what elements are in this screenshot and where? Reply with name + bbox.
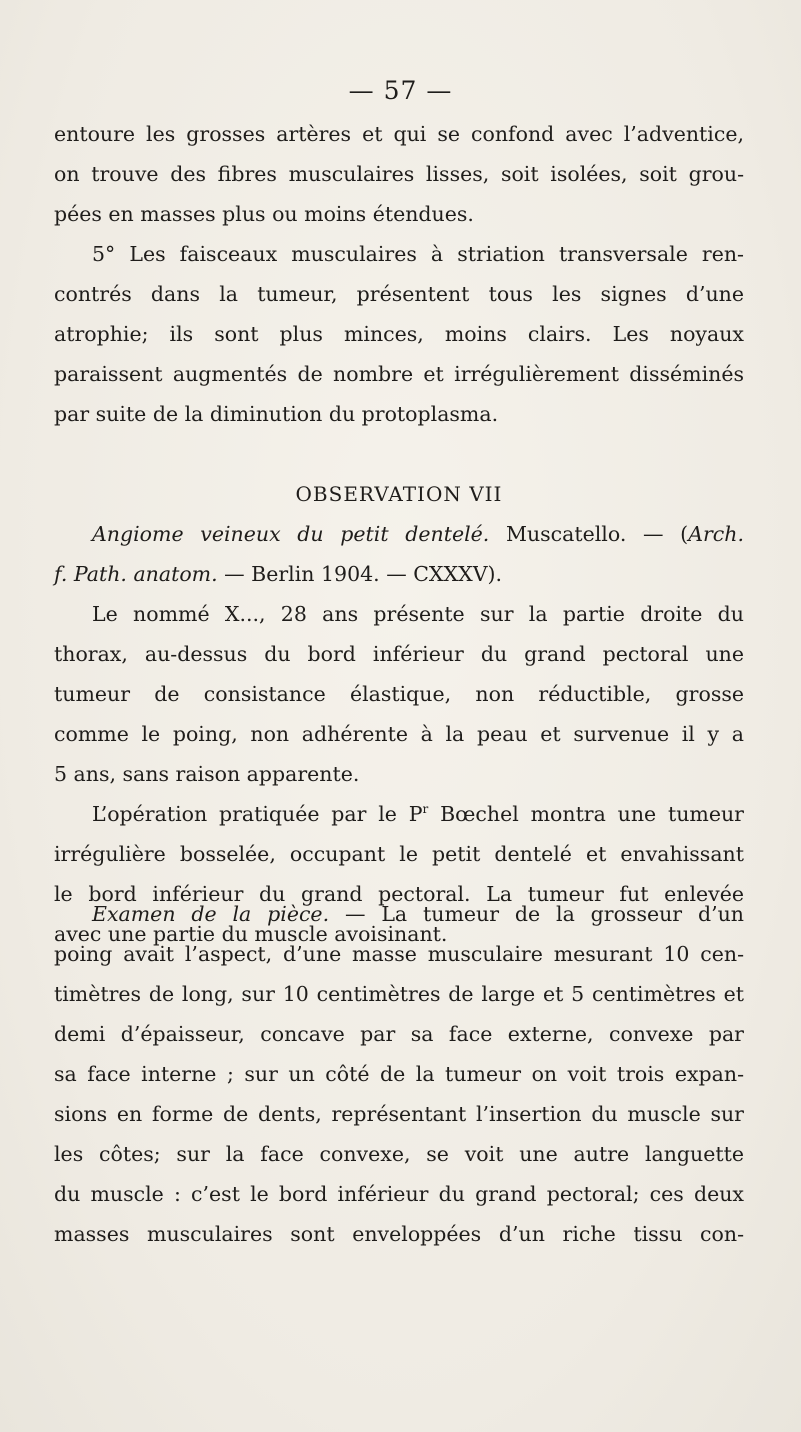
text-line: timètres de long, sur 10 centimètres de large et 5 centimètres et <box>54 982 744 1006</box>
text-line: atrophie; ils sont plus minces, moins clairs. Les noyaux <box>54 322 744 346</box>
examen-text: — La tumeur de la grosseur d’un <box>329 902 745 926</box>
observation-citation <box>54 514 744 594</box>
text-line: poing avait l’aspect, d’une masse musculaire mesurant 10 cen- <box>54 942 744 966</box>
observation-heading: OBSERVATION VII <box>295 482 503 506</box>
text-line: contrés dans la tumeur, présentent tous les signes d’une <box>54 282 744 306</box>
title-abbreviation: r <box>422 802 429 816</box>
text-line: du muscle : c’est le bord inférieur du grand pectoral; ces deux <box>54 1182 744 1206</box>
text-line: Le nommé X..., 28 ans présente sur la partie droite du <box>92 602 744 626</box>
paragraph-fibres-lisses <box>54 114 744 434</box>
citation-author: Muscatello. — ( <box>489 522 689 546</box>
text-line: comme le poing, non adhérente à la peau et survenue il y a <box>54 722 744 746</box>
examen-heading: Examen de la pièce. <box>92 902 330 926</box>
text-line: pées en masses plus ou moins étendues. <box>54 202 474 226</box>
text-line: irrégulière bosselée, occupant le petit dentelé et envahissant <box>54 842 744 866</box>
text-line: on trouve des fibres musculaires lisses, soit isolées, soit grou- <box>54 162 744 186</box>
citation-title: Angiome veineux du petit dentelé. <box>92 522 490 546</box>
text-line: paraissent augmentés de nombre et irrégulièrement disséminés <box>54 362 744 386</box>
text-line: sions en forme de dents, représentant l’insertion du muscle sur <box>54 1102 744 1126</box>
citation-journal-start: Arch. <box>688 522 744 546</box>
operation-text-before: L’opération pratiquée par le P <box>92 802 423 826</box>
citation-line-1 <box>54 514 744 554</box>
citation-source: — Berlin 1904. — CXXXV). <box>217 562 503 586</box>
operation-line <box>54 794 744 834</box>
text-line: 5 ans, sans raison apparente. <box>54 762 360 786</box>
text-line: 5° Les faisceaux musculaires à striation transversale ren- <box>92 242 744 266</box>
page-number: — 57 — <box>348 76 453 105</box>
citation-journal: f. Path. anatom. <box>54 562 218 586</box>
text-line: avec une partie du muscle avoisinant. <box>54 922 448 946</box>
text-line: entoure les grosses artères et qui se confond avec l’adventice, <box>54 122 744 146</box>
examen-line <box>54 894 744 934</box>
paragraph-examen <box>54 894 744 1254</box>
text-line: les côtes; sur la face convexe, se voit une autre languette <box>54 1142 744 1166</box>
text-line: masses musculaires sont enveloppées d’un riche tissu con- <box>54 1222 744 1246</box>
operation-text-after: Bœchel montra une tumeur <box>428 802 744 826</box>
text-line: par suite de la diminution du protoplasma. <box>54 402 499 426</box>
text-line: tumeur de consistance élastique, non réductible, grosse <box>54 682 744 706</box>
observation-heading-block <box>54 474 744 514</box>
text-line: thorax, au-dessus du bord inférieur du grand pectoral une <box>54 642 744 666</box>
citation-line-2 <box>54 554 744 594</box>
text-line: demi d’épaisseur, concave par sa face externe, convexe par <box>54 1022 744 1046</box>
text-line: sa face interne ; sur un côté de la tumeur on voit trois expan- <box>54 1062 744 1086</box>
text-line: le bord inférieur du grand pectoral. La tumeur fut enlevée <box>54 882 744 906</box>
